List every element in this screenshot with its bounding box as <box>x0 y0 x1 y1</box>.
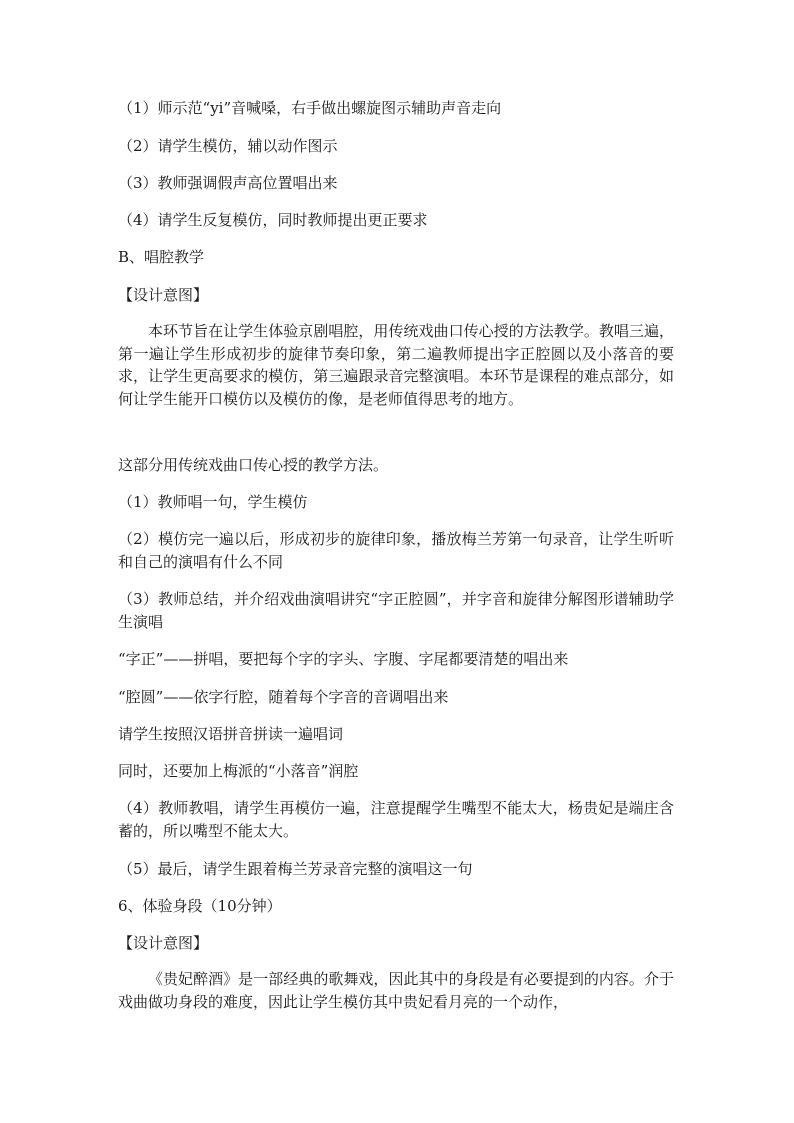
design-intent-heading: 【设计意图】 <box>118 286 209 304</box>
design-intent-paragraph-2: 《贵妃醉酒》是一部经典的歌舞戏，因此其中的身段是有必要提到的内容。介于戏曲做功身段的难度，因此让学生模仿其中贵妃看月亮的一个动作， <box>118 970 674 1011</box>
step-1-demonstrate: （1）师示范“yi”音喊嗓，右手做出螺旋图示辅助声音走向 <box>118 99 502 117</box>
design-intent-heading-2: 【设计意图】 <box>118 934 209 952</box>
teach-step-4: （4）教师教唱，请学生再模仿一遍，注意提醒学生嘴型不能太大，杨贵妃是端庄含蓄的，所以嘴型不能太大。 <box>118 799 674 840</box>
pinyin-reading-note: 请学生按照汉语拼音拼读一遍唱词 <box>118 725 344 743</box>
teach-step-2: （2）模仿完一遍以后，形成初步的旋律印象，播放梅兰芳第一句录音，让学生听听和自己的演唱有什么不同 <box>118 530 674 571</box>
teach-step-5: （5）最后，请学生跟着梅兰芳录音完整的演唱这一句 <box>118 860 473 878</box>
teach-step-3: （3）教师总结，并介绍戏曲演唱讲究“字正腔圆”，并字音和旋律分解图形谱辅助学生演唱 <box>118 590 674 631</box>
section-heading-6: 6、体验身段（10分钟） <box>118 897 282 915</box>
xiao-luo-yin-note: 同时，还要加上梅派的“小落音”润腔 <box>118 762 359 780</box>
zi-zheng-definition: “字正”——拼唱，要把每个字的字头、字腹、字尾都要清楚的唱出来 <box>118 650 569 668</box>
section-heading-b: B、唱腔教学 <box>118 248 205 266</box>
design-intent-paragraph: 本环节旨在让学生体验京剧唱腔，用传统戏曲口传心授的方法教学。教唱三遍，第一遍让学生形成初步的旋律节奏印象，第二遍教师提出字正腔圆以及小落音的要求，让学生更高要求的模仿，第三遍跟录音完整演唱。本环节是课程的难点部分，如何让学生能开口模仿以及模仿的像，是老师值得思考的地方。 <box>118 322 674 409</box>
teach-step-1: （1）教师唱一句，学生模仿 <box>118 493 308 511</box>
method-note: 这部分用传统戏曲口传心授的教学方法。 <box>118 456 389 474</box>
step-4-repeat: （4）请学生反复模仿，同时教师提出更正要求 <box>118 211 428 229</box>
qiang-yuan-definition: “腔圆”——依字行腔，随着每个字音的音调唱出来 <box>118 688 449 706</box>
step-2-imitate: （2）请学生模仿，辅以动作图示 <box>118 137 338 155</box>
step-3-falsetto: （3）教师强调假声高位置唱出来 <box>118 174 338 192</box>
